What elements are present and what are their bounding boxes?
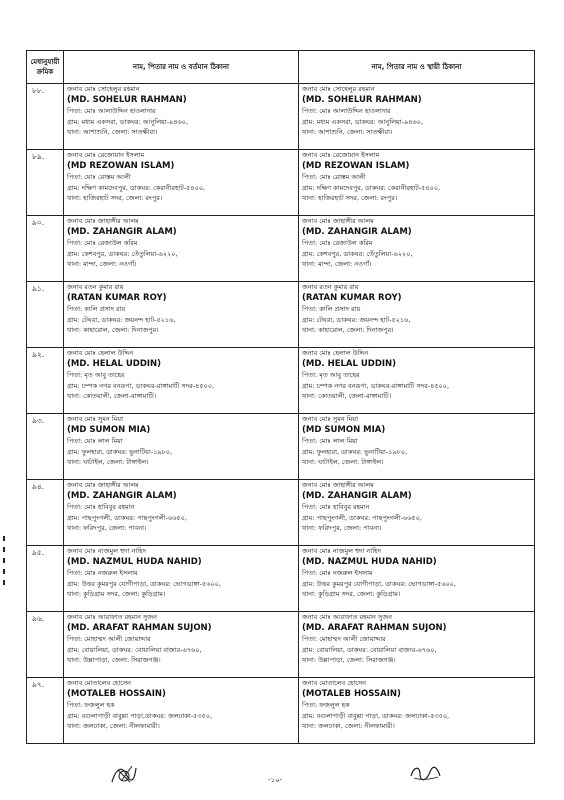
serial-cell: ৯৪. — [27, 480, 64, 546]
father-name: পিতা: মৃত আবু তাহের — [302, 371, 360, 379]
page-number: -১০- — [268, 776, 283, 784]
address-line-1: গ্রাম: কেশবপুর, ডাকঘর: তেঁতুলিয়া-৬২২০, — [302, 249, 413, 258]
father-name: পিতা: মোঃ রেজাউল করিম — [302, 239, 373, 247]
father-name: পিতা: মোহাম্মদ আলী জোয়াদ্দার — [302, 635, 386, 643]
name-bangla: জনাব মোঃ হেলাল উদ্দিন — [302, 349, 369, 357]
name-bangla: জনাব মোঃ সোহেলুর রহমান — [302, 85, 375, 93]
binding-marks — [0, 530, 8, 620]
serial-cell: ৯৫. — [27, 546, 64, 612]
serial-cell: ৯১. — [27, 282, 64, 348]
address-line-2: থানা: আশাশুনি, জেলা: সাতক্ষীরা। — [302, 128, 393, 136]
present-address-cell — [64, 546, 299, 612]
permanent-address-cell — [299, 546, 535, 612]
name-english: (MD. SOHELUR RAHMAN) — [67, 94, 187, 105]
father-name: পিতা: মোঃ রেজাউল করিম — [67, 239, 138, 247]
table-row — [27, 414, 535, 480]
address-line-1: গ্রাম: ফুলহারা, ডাকঘর: ভুনাটিয়া-১৯৮০, — [67, 447, 173, 456]
father-name: পিতা: মোঃ আলাউদ্দিন হাওলাদার — [67, 107, 156, 115]
father-name: পিতা: ফজলুল হক — [302, 701, 350, 709]
permanent-address-cell — [299, 480, 535, 546]
present-address-cell — [64, 348, 299, 414]
name-bangla: জনাব মোঃ আরাফাত রহমান সুজন — [67, 613, 157, 621]
father-name: পিতা: কালি প্রসাদ রায় — [67, 305, 126, 313]
address-line-2: থানা: কাহারোল, জেলা: দিনাজপুর। — [302, 326, 394, 334]
address-line-1: গ্রাম: কেশবপুর, ডাকঘর: তেঁতুলিয়া-৬২২০, — [67, 249, 178, 258]
permanent-address-cell — [299, 612, 535, 678]
name-bangla: জনাব মোঃ আরাফাত রহমান সুজন — [302, 613, 392, 621]
serial-cell: ৯০. — [27, 216, 64, 282]
name-english: (MD SUMON MIA) — [67, 424, 151, 435]
father-name: পিতা: মোঃ নজরুল ইসলাম — [67, 569, 138, 577]
address-line-2: থানা: মান্দা, জেলা: নওগাঁ। — [67, 260, 137, 268]
name-english: (MD SUMON MIA) — [302, 424, 386, 435]
name-bangla: জনাব রতন কুমার রায় — [67, 283, 124, 291]
name-english: (MD REZOWAN ISLAM) — [67, 160, 175, 171]
present-address-cell — [64, 678, 299, 744]
father-name: পিতা: মোঃ আলাউদ্দিন হাওলাদার — [302, 107, 391, 115]
present-address-cell — [64, 480, 299, 546]
name-english: (MD. NAZMUL HUDA NAHID) — [302, 556, 437, 567]
signature-left — [108, 762, 140, 788]
address-line-1: গ্রাম: দক্ষিণ কামদেবপুর, ডাকঘর: কেরানীরহাট-৫৪০০, — [67, 183, 206, 192]
candidate-table — [26, 50, 535, 744]
name-english: (MOTALEB HOSSAIN) — [302, 688, 401, 699]
father-name: পিতা: মোঃ রোস্তম আলী — [302, 173, 366, 181]
address-line-2: থানা: হাজিরহাট সদর, জেলা: রংপুর। — [302, 194, 398, 202]
address-line-1: গ্রাম: দক্ষিণ কামদেবপুর, ডাকঘর: কেরানীরহাট-৫৪০০, — [302, 183, 441, 192]
present-address-cell — [64, 216, 299, 282]
father-name: পিতা: মোঃ রোস্তম আলী — [67, 173, 131, 181]
name-bangla: জনাব মোঃ সোহেলুর রহমান — [67, 85, 140, 93]
address-line-2: থানা: কাহারোল, জেলা: দিনাজপুর। — [67, 326, 159, 334]
name-bangla: জনাব মোঃ রেজোয়ান ইসলাম — [67, 151, 145, 159]
father-name: পিতা: মোঃ নজরুল ইসলাম — [302, 569, 373, 577]
table-row — [27, 150, 535, 216]
page-footer — [0, 762, 564, 794]
serial-cell: ৯২. — [27, 348, 64, 414]
address-line-1: গ্রাম: চম্পক নগর বনরূপা, ডাকঘর-রাঙ্গামাটি সদর-৪৫০০, — [302, 381, 450, 390]
present-address-cell — [64, 84, 299, 150]
father-name: পিতা: ফজলুল হক — [67, 701, 115, 709]
name-english: (MD. ZAHANGIR ALAM) — [67, 490, 177, 501]
table-row — [27, 282, 535, 348]
address-line-1: গ্রাম: উত্তর কুমরপুর যোগীপাড়া, ডাকঘর: ভোগডাঙ্গা-৫৬০০, — [302, 579, 456, 588]
permanent-address-cell — [299, 216, 535, 282]
address-line-1: গ্রাম: মধ্যম একসরা, ডাকঘর: আনুলিয়া-৯৪৬০, — [302, 117, 424, 126]
table-row — [27, 546, 535, 612]
permanent-address-cell — [299, 348, 535, 414]
name-bangla: জনাব মোঃ সুমন মিয়া — [67, 415, 123, 423]
name-english: (MD. ZAHANGIR ALAM) — [302, 490, 412, 501]
name-bangla: জনাব মোতালেব হোসেন — [302, 679, 367, 687]
permanent-address-cell — [299, 84, 535, 150]
father-name: পিতা: মোঃ হাবিবুর রহমান — [302, 503, 370, 511]
father-name: পিতা: কালি প্রসাদ রায় — [302, 305, 361, 313]
address-line-1: গ্রাম: বগুলাগাড়ী বাবুল্লা পাড়া,ডাকঘর: জলঢাকা-৫৩৫০, — [67, 711, 213, 720]
father-name: পিতা: মোঃ লাল মিয়া — [67, 437, 123, 445]
address-line-1: গ্রাম: চম্পক নগর বনরূপা, ডাকঘর-রাঙ্গামাটি সদর-৪৫০০, — [67, 381, 215, 390]
name-english: (MD. ZAHANGIR ALAM) — [302, 226, 412, 237]
address-line-1: গ্রাম: উত্তর কুমরপুর যোগীপাড়া, ডাকঘর: ভোগডাঙ্গা-৫৬০০, — [67, 579, 221, 588]
address-line-2: থানা: ফরিদপুর, জেলা: পাবনা। — [302, 524, 382, 532]
name-english: (MD. ARAFAT RAHMAN SUJON) — [67, 622, 212, 633]
name-english: (MD. ARAFAT RAHMAN SUJON) — [302, 622, 447, 633]
address-line-2: থানা: হাজিরহাট সদর, জেলা: রংপুর। — [67, 194, 163, 202]
address-line-2: থানা: কোতয়ালী, জেলা-রাঙ্গামাটি। — [67, 392, 157, 400]
present-address-cell — [64, 612, 299, 678]
name-bangla: জনাব মোঃ জাহাঙ্গীর আলম — [67, 481, 139, 489]
name-bangla: জনাব মোঃ জাহাঙ্গীর আলম — [302, 217, 374, 225]
address-line-2: থানা: ঘাটাইল, জেলা: টাঙ্গাইল। — [67, 458, 149, 466]
address-line-1: গ্রাম: পাছপুংগলী, ডাকঘর: পাছপুংগলী-৬৬৫০, — [67, 513, 187, 522]
table-row — [27, 348, 535, 414]
name-bangla: জনাব মোঃ জাহাঙ্গীর আলম — [302, 481, 374, 489]
name-english: (RATAN KUMAR ROY) — [67, 292, 167, 303]
table-header-row — [27, 51, 535, 84]
name-bangla: জনাব মোঃ জাহাঙ্গীর আলম — [67, 217, 139, 225]
table-row — [27, 480, 535, 546]
address-line-1: গ্রাম: টেঘরা, ডাকঘর: জয়নন্দ হাট-৫২১৬, — [302, 315, 411, 324]
serial-cell: ৯৩. — [27, 414, 64, 480]
father-name: পিতা: মোঃ লাল মিয়া — [302, 437, 358, 445]
address-line-1: গ্রাম: মধ্যম একসরা, ডাকঘর: আনুলিয়া-৯৪৬০, — [67, 117, 189, 126]
permanent-address-cell — [299, 678, 535, 744]
name-bangla: জনাব মোঃ নাজমুল হুদা নাহিদ — [67, 547, 146, 555]
table-row — [27, 216, 535, 282]
signature-right — [408, 764, 442, 784]
present-address-cell — [64, 150, 299, 216]
address-line-2: থানা: ফরিদপুর, জেলা: পাবনা। — [67, 524, 147, 532]
serial-cell: ৮৮. — [27, 84, 64, 150]
address-line-2: থানা: আশাশুনি, জেলা: সাতক্ষীরা। — [67, 128, 158, 136]
name-english: (RATAN KUMAR ROY) — [302, 292, 402, 303]
table-row — [27, 678, 535, 744]
present-address-cell — [64, 282, 299, 348]
address-line-2: থানা: কুড়িগ্রাম সদর, জেলা: কুড়িগ্রাম। — [302, 590, 401, 598]
permanent-address-cell — [299, 414, 535, 480]
address-line-1: গ্রাম: বোয়ালিয়া, ডাকঘর: বোয়ালিয়া বাজার-৬৭৬০, — [302, 645, 437, 654]
header-permanent-address: নাম, পিতার নাম ও স্থায়ী ঠিকানা — [299, 51, 535, 84]
address-line-2: থানা: উল্লাপাড়া, জেলা: সিরাজগঞ্জ। — [302, 656, 396, 664]
address-line-2: থানা: কুড়িগ্রাম সদর, জেলা: কুড়িগ্রাম। — [67, 590, 166, 598]
name-english: (MD. ZAHANGIR ALAM) — [67, 226, 177, 237]
permanent-address-cell — [299, 150, 535, 216]
permanent-address-cell — [299, 282, 535, 348]
table-row — [27, 612, 535, 678]
father-name: পিতা: মোঃ হাবিবুর রহমান — [67, 503, 135, 511]
serial-cell: ৯৭. — [27, 678, 64, 744]
serial-cell: ৯৬. — [27, 612, 64, 678]
table-row — [27, 84, 535, 150]
address-line-1: গ্রাম: টেঘরা, ডাকঘর: জয়নন্দ হাট-৫২১৬, — [67, 315, 176, 324]
address-line-2: থানা: মান্দা, জেলা: নওগাঁ। — [302, 260, 372, 268]
header-present-address: নাম, পিতার নাম ও বর্তমান ঠিকানা — [64, 51, 299, 84]
name-bangla: জনাব মোঃ রেজোয়ান ইসলাম — [302, 151, 380, 159]
present-address-cell — [64, 414, 299, 480]
address-line-2: থানা: জলঢাকা, জেলা: নীলফামারী। — [67, 722, 160, 730]
name-english: (MD. SOHELUR RAHMAN) — [302, 94, 422, 105]
header-serial: মেধানুযায়ী ক্রমিক — [27, 51, 64, 84]
address-line-1: গ্রাম: পাছপুংগলী, ডাকঘর: পাছপুংগলী-৬৬৫০, — [302, 513, 422, 522]
name-bangla: জনাব মোঃ সুমন মিয়া — [302, 415, 358, 423]
name-bangla: জনাব মোঃ হেলাল উদ্দিন — [67, 349, 134, 357]
name-bangla: জনাব মোতালেব হোসেন — [67, 679, 132, 687]
name-english: (MD. HELAL UDDIN) — [67, 358, 162, 369]
father-name: পিতা: মৃত আবু তাহের — [67, 371, 125, 379]
name-english: (MD. HELAL UDDIN) — [302, 358, 397, 369]
address-line-1: গ্রাম: বগুলাগাড়ী বাবুল্লা পাড়া, ডাকঘর: জলঢাকা-৫৩৫০, — [302, 711, 450, 720]
address-line-2: থানা: জলঢাকা, জেলা: নীলফামারী। — [302, 722, 395, 730]
father-name: পিতা: মোহাম্মদ আলী জোয়াদ্দার — [67, 635, 151, 643]
serial-cell: ৮৯. — [27, 150, 64, 216]
name-english: (MD REZOWAN ISLAM) — [302, 160, 410, 171]
name-english: (MOTALEB HOSSAIN) — [67, 688, 166, 699]
address-line-2: থানা: উল্লাপাড়া, জেলা: সিরাজগঞ্জ। — [67, 656, 161, 664]
address-line-1: গ্রাম: বোয়ালিয়া, ডাকঘর: বোয়ালিয়া বাজার-৬৭৬০, — [67, 645, 202, 654]
address-line-1: গ্রাম: ফুলহারা, ডাকঘর: ভুনাটিয়া-১৯৮০, — [302, 447, 408, 456]
address-line-2: থানা: কোতয়ালী, জেলা-রাঙ্গামাটি। — [302, 392, 392, 400]
name-bangla: জনাব রতন কুমার রায় — [302, 283, 359, 291]
address-line-2: থানা: ঘাটাইল, জেলা: টাঙ্গাইল। — [302, 458, 384, 466]
name-english: (MD. NAZMUL HUDA NAHID) — [67, 556, 202, 567]
name-bangla: জনাব মোঃ নাজমুল হুদা নাহিদ — [302, 547, 381, 555]
